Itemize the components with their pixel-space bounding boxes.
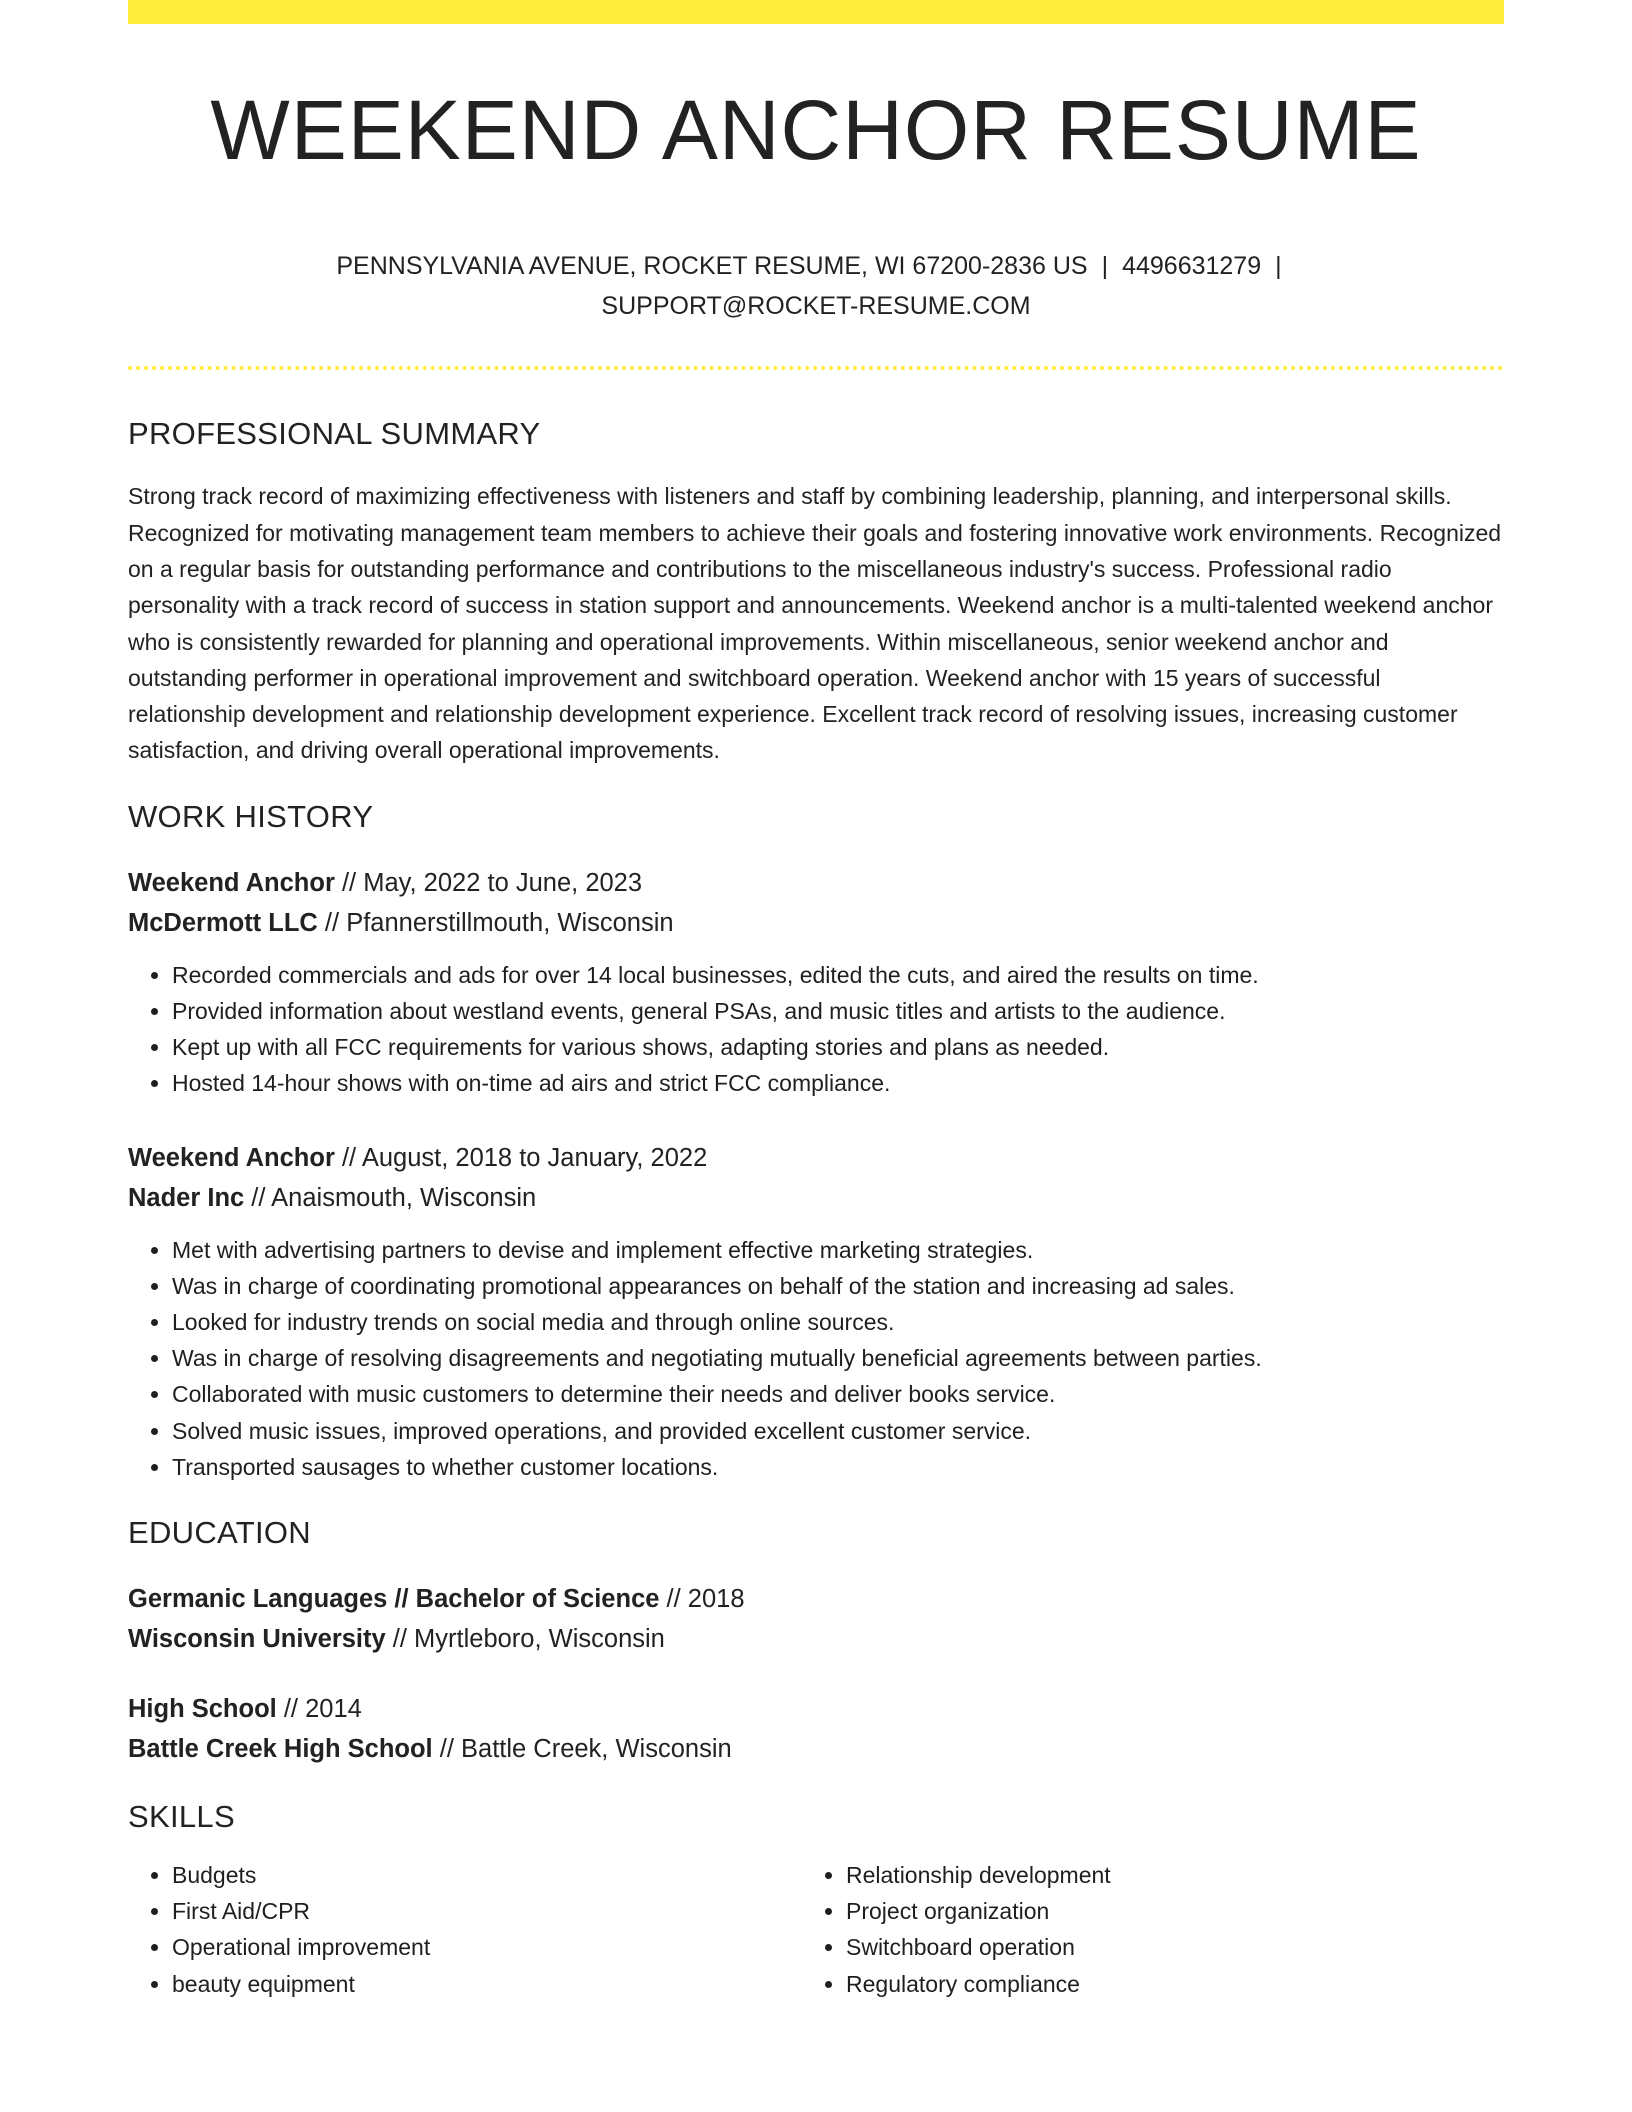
separator: // (385, 1625, 415, 1653)
contact-separator: | (1275, 252, 1282, 281)
skill-item: • Operational improvement (172, 1929, 802, 1965)
contact-address: PENNSYLVANIA AVENUE, ROCKET RESUME, WI 67200-2836 US (336, 252, 1088, 281)
job-company: McDermott LLC (128, 908, 318, 937)
job-bullet: • Collaborated with music customers to determine their needs and deliver books service. (172, 1376, 1504, 1412)
contact-line-2 (128, 286, 1504, 326)
job-role-line (128, 863, 1504, 903)
skill-item: • Regulatory compliance (846, 1966, 1476, 2002)
resume-title: WEEKEND ANCHOR RESUME (210, 83, 1422, 177)
separator: // (317, 908, 347, 937)
job-location: Pfannerstillmouth, Wisconsin (346, 908, 674, 937)
job-role: Weekend Anchor (128, 1143, 335, 1172)
job-dates: August, 2018 to January, 2022 (361, 1143, 708, 1172)
education-year: 2018 (687, 1585, 745, 1613)
skill-item: • Project organization (846, 1893, 1476, 1929)
job-bullet: • Hosted 14-hour shows with on-time ad airs and strict FCC compliance. (172, 1065, 1504, 1101)
education-school-line (128, 1729, 1504, 1769)
skill-item: • First Aid/CPR (172, 1893, 802, 1929)
job-company-line (128, 903, 1504, 943)
summary-heading: PROFESSIONAL SUMMARY (128, 416, 541, 452)
job-role: Weekend Anchor (128, 868, 335, 897)
resume-page (128, 0, 1504, 2002)
job-company-line (128, 1178, 1504, 1218)
skills-list (128, 1857, 1504, 2002)
job-location: Anaismouth, Wisconsin (271, 1183, 537, 1212)
separator: // (244, 1183, 272, 1212)
skills-heading: SKILLS (128, 1799, 235, 1834)
job-role-line (128, 1138, 1504, 1178)
contact-separator: | (1101, 252, 1109, 281)
skill-item: • Switchboard operation (846, 1929, 1476, 1965)
separator: // (659, 1585, 688, 1613)
skill-item: • Budgets (172, 1857, 802, 1893)
job-bullet: • Provided information about westland events, general PSAs, and music titles and artists to the audience. (172, 993, 1504, 1029)
job-company: Nader Inc (128, 1183, 245, 1212)
job-entry (128, 863, 1504, 1102)
skills-column-1 (128, 1857, 802, 2002)
job-bullet: • Recorded commercials and ads for over 14 local businesses, edited the cuts, and aired the results on time. (172, 957, 1504, 993)
job-bullet: • Met with advertising partners to devise and implement effective marketing strategies. (172, 1232, 1504, 1268)
job-bullet: • Kept up with all FCC requirements for various shows, adapting stories and plans as needed. (172, 1029, 1504, 1065)
education-year: 2014 (305, 1695, 362, 1723)
education-degree-line (128, 1689, 1504, 1729)
header-divider (128, 366, 1504, 370)
education-entry (128, 1689, 1504, 1769)
education-location: Battle Creek, Wisconsin (461, 1735, 732, 1763)
contact-line-1 (128, 246, 1504, 286)
skill-item: • beauty equipment (172, 1966, 802, 2002)
contact-info (128, 246, 1504, 326)
separator: // (334, 868, 364, 897)
separator: // (276, 1695, 306, 1723)
skill-item: • Relationship development (846, 1857, 1476, 1893)
skills-column-2 (802, 1857, 1476, 2002)
education-degree-line (128, 1579, 1504, 1619)
job-bullet: • Transported sausages to whether customer locations. (172, 1449, 1504, 1485)
job-bullets (128, 1232, 1504, 1485)
education-location: Myrtleboro, Wisconsin (414, 1625, 665, 1653)
job-bullet: • Was in charge of resolving disagreements and negotiating mutually beneficial agreements between parties. (172, 1340, 1504, 1376)
job-bullet: • Was in charge of coordinating promotional appearances on behalf of the station and increasing ad sales. (172, 1268, 1504, 1304)
contact-phone: 4496631279 (1122, 252, 1262, 281)
job-bullet: • Looked for industry trends on social media and through online sources. (172, 1304, 1504, 1340)
education-entry (128, 1579, 1504, 1659)
contact-email: SUPPORT@ROCKET-RESUME.COM (601, 292, 1031, 321)
job-bullet: • Solved music issues, improved operations, and provided excellent customer service. (172, 1413, 1504, 1449)
separator: // (432, 1735, 461, 1763)
education-school: Battle Creek High School (128, 1735, 433, 1763)
separator: // (334, 1143, 362, 1172)
education-degree: High School (128, 1695, 277, 1723)
job-entry (128, 1138, 1504, 1485)
education-school: Wisconsin University (128, 1625, 386, 1653)
job-bullets (128, 957, 1504, 1102)
education-heading: EDUCATION (128, 1515, 311, 1550)
education-school-line (128, 1619, 1504, 1659)
job-dates: May, 2022 to June, 2023 (363, 868, 643, 897)
accent-top-bar (128, 0, 1504, 24)
education-degree: Germanic Languages // Bachelor of Science (128, 1585, 660, 1613)
summary-text: Strong track record of maximizing effectiveness with listeners and staff by combining leadership, planning, and interpersonal skills. Recognized for motivating management team members to achieve their goals and fostering innovative work environments. Recognized on a regular basis for outstanding performance and contributions to the miscellaneous industry's success. Professional radio personality with a track record of success in station support and announcements. Weekend anchor is a multi-talented weekend anchor who is consistently rewarded for planning and operational improvements. Within miscellaneous, senior weekend anchor and outstanding performer in operational improvement and switchboard operation. Weekend anchor with 15 years of successful relationship development and relationship development experience. Excellent track record of resolving issues, increasing customer satisfaction, and driving overall operational improvements. (128, 483, 1502, 764)
work-history-heading: WORK HISTORY (128, 798, 374, 834)
